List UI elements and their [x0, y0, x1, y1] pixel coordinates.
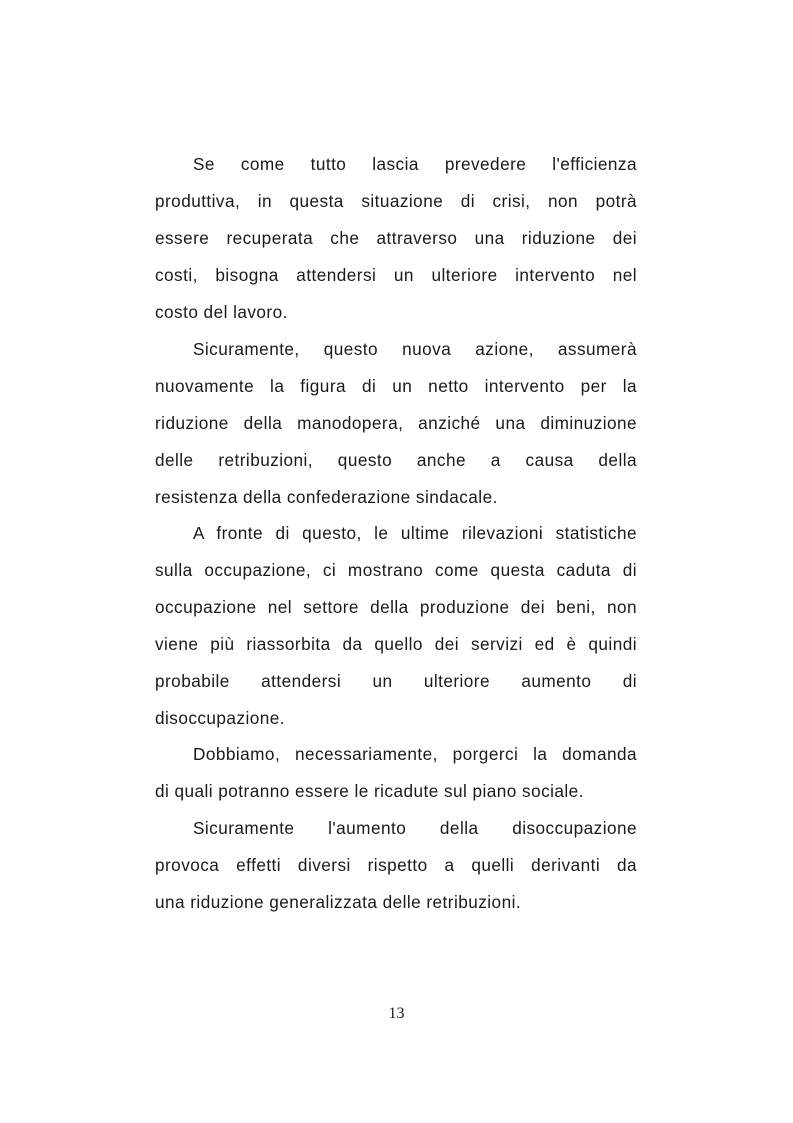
text-line: di quali potranno essere le ricadute sul piano sociale.	[155, 781, 584, 801]
text-line: sulla occupazione, ci mostrano come questa caduta di	[155, 560, 637, 580]
text-line: Dobbiamo, necessariamente, porgerci la domanda	[193, 744, 637, 764]
text-line: disoccupazione.	[155, 708, 286, 728]
text-line: resistenza della confederazione sindacale.	[155, 487, 498, 507]
text-line: produttiva, in questa situazione di crisi, non potrà	[155, 191, 637, 211]
text-line: probabile attendersi un ulteriore aumento di	[155, 671, 637, 691]
text-line: A fronte di questo, le ultime rilevazioni statistiche	[193, 523, 637, 543]
text-line: costo del lavoro.	[155, 302, 288, 322]
text-line: viene più riassorbita da quello dei servizi ed è quindi	[155, 634, 637, 654]
text-line: essere recuperata che attraverso una riduzione dei	[155, 228, 637, 248]
text-line: delle retribuzioni, questo anche a causa della	[155, 450, 637, 470]
text-line: riduzione della manodopera, anziché una diminuzione	[155, 413, 637, 433]
text-line: costi, bisogna attendersi un ulteriore intervento nel	[155, 265, 637, 285]
text-line: Se come tutto lascia prevedere l'efficienza	[193, 154, 637, 174]
text-line: Sicuramente l'aumento della disoccupazione	[193, 818, 637, 838]
text-line: una riduzione generalizzata delle retribuzioni.	[155, 892, 522, 912]
text-line: Sicuramente, questo nuova azione, assumerà	[193, 339, 637, 359]
page-number: 13	[388, 1005, 405, 1022]
text-line: nuovamente la figura di un netto intervento per la	[155, 376, 637, 396]
text-line: occupazione nel settore della produzione dei beni, non	[155, 597, 637, 617]
text-line: provoca effetti diversi rispetto a quelli derivanti da	[155, 855, 637, 875]
